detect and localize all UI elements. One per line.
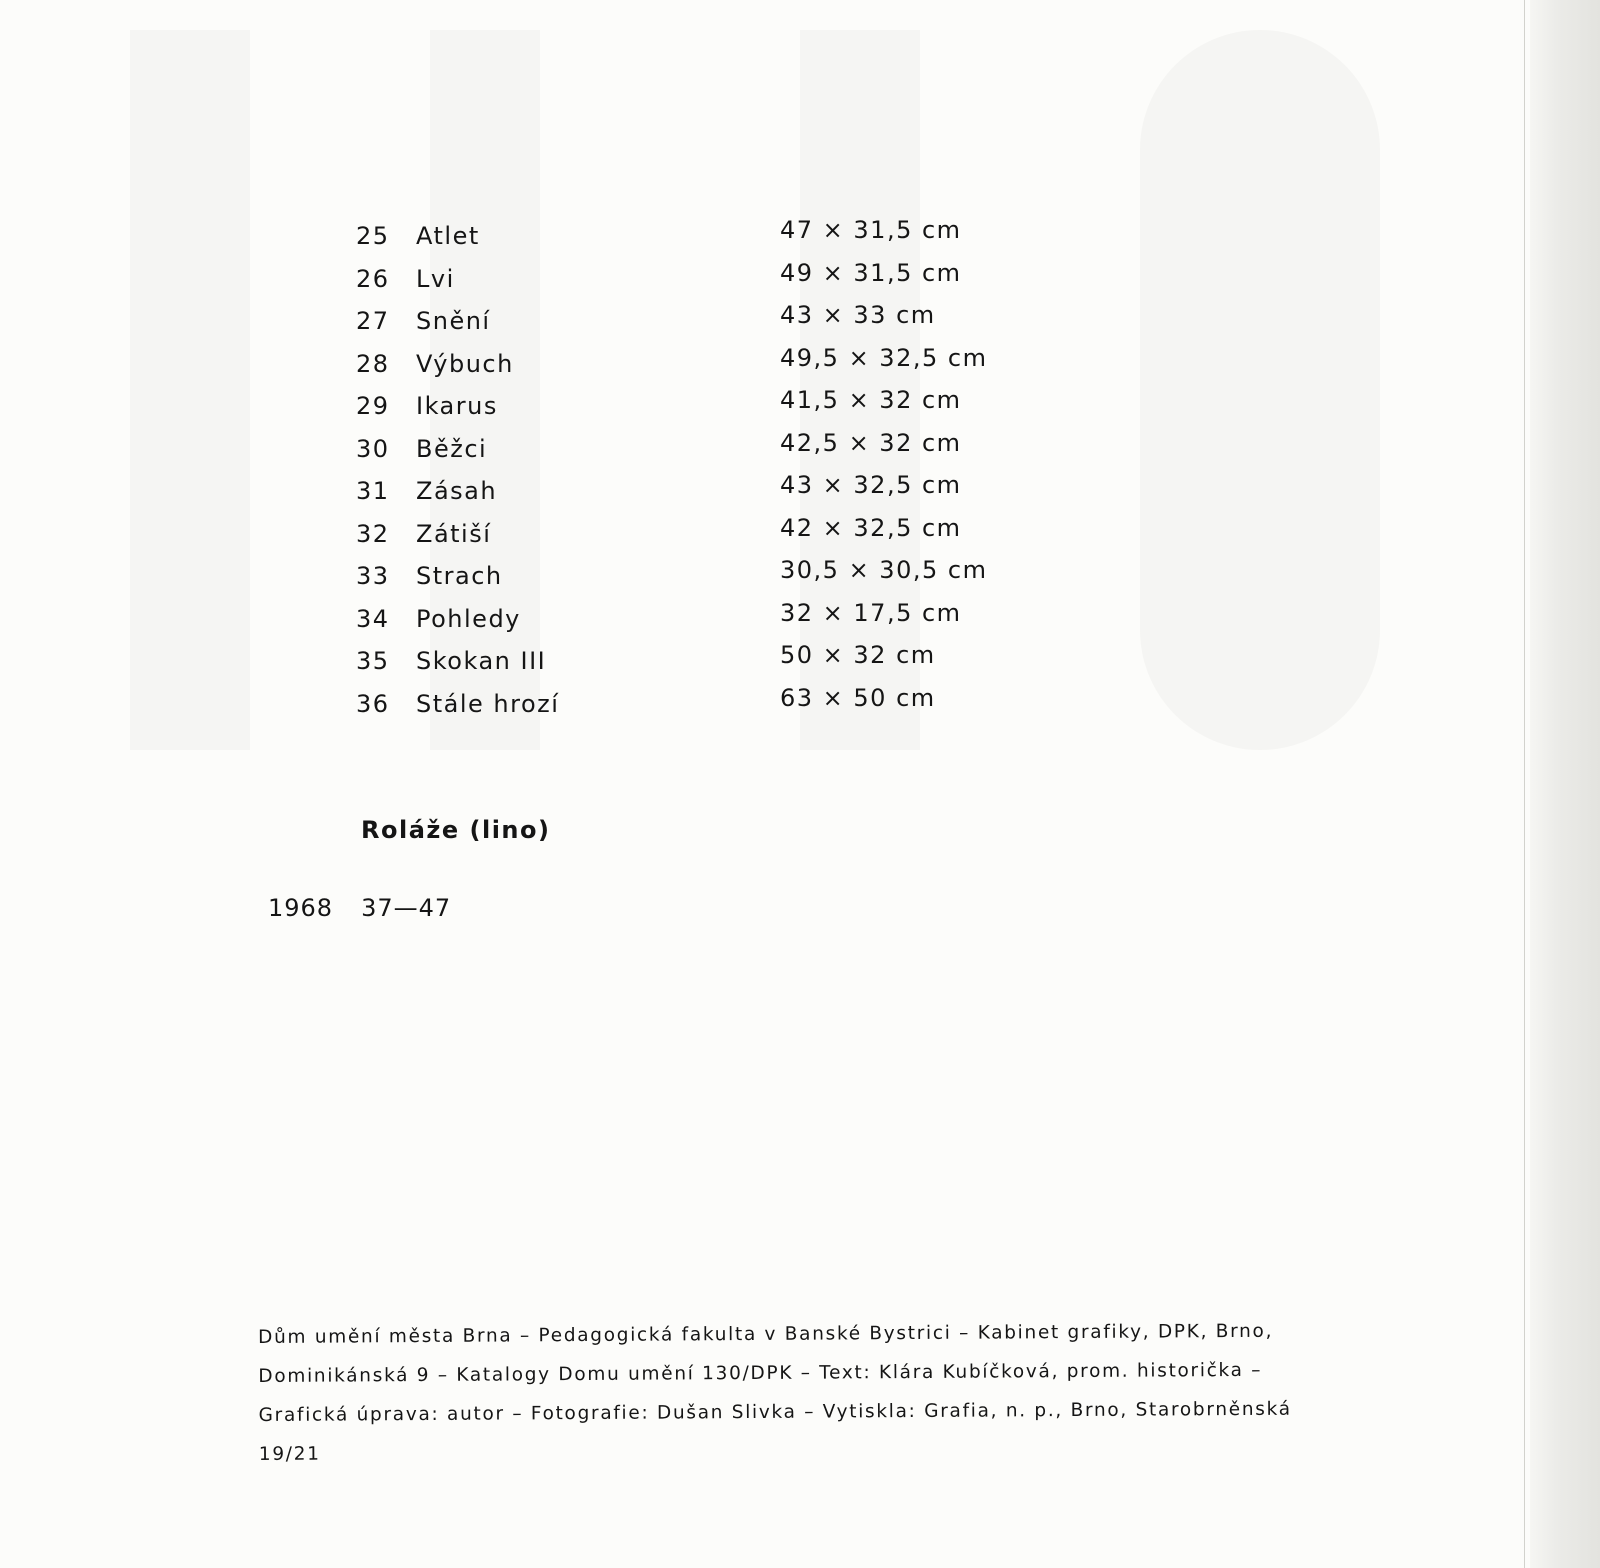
imprint-line: Grafická úprava: autor – Fotografie: Dušan Slivka – Vytiskla: Grafia, n. p., Brno, Starobrněnská — [258, 1398, 1292, 1426]
work-row — [356, 386, 976, 429]
work-size: 32 × 17,5 cm — [780, 598, 962, 627]
work-row — [356, 216, 976, 259]
page-edge-strip — [1530, 0, 1600, 1568]
work-row — [356, 514, 976, 557]
work-size: 47 × 31,5 cm — [780, 216, 962, 244]
work-number: 36 — [356, 689, 390, 718]
work-row — [356, 684, 976, 727]
work-size: 43 × 33 cm — [780, 301, 936, 329]
work-number: 27 — [356, 307, 390, 335]
work-number: 26 — [356, 264, 390, 293]
section-title: Roláže (lino) — [361, 816, 551, 844]
work-title: Atlet — [416, 222, 480, 250]
work-number: 30 — [356, 434, 390, 463]
work-number: 34 — [356, 604, 390, 633]
work-row — [356, 599, 976, 642]
work-title: Pohledy — [416, 604, 521, 633]
work-size: 42,5 × 32 cm — [780, 428, 962, 457]
show-through-shape — [1140, 30, 1380, 750]
work-row — [356, 641, 976, 684]
work-size: 63 × 50 cm — [780, 683, 936, 712]
work-row — [356, 429, 976, 472]
works-list — [356, 216, 988, 726]
work-title: Zátiší — [416, 519, 492, 548]
imprint-line: Dům umění města Brna – Pedagogická fakulta v Banské Bystrici – Kabinet grafiky, DPK, Brno, — [258, 1320, 1274, 1348]
imprint-line: Dominikánská 9 – Katalogy Domu umění 130/DPK – Text: Klára Kubíčková, prom. historička – — [258, 1359, 1263, 1387]
work-row — [356, 343, 988, 387]
work-title: Zásah — [416, 477, 498, 505]
page-edge-line — [1524, 0, 1525, 1568]
work-number: 28 — [356, 349, 390, 378]
imprint-block — [258, 1312, 1292, 1474]
work-number: 25 — [356, 222, 390, 250]
section-year: 1968 — [268, 894, 334, 922]
work-size: 41,5 × 32 cm — [780, 386, 962, 414]
work-title: Strach — [416, 562, 503, 590]
work-number: 32 — [356, 519, 390, 548]
work-size: 42 × 32,5 cm — [780, 513, 962, 542]
work-size: 30,5 × 30,5 cm — [780, 556, 988, 584]
work-row — [356, 556, 988, 599]
work-title: Lvi — [416, 264, 455, 293]
work-size: 49 × 31,5 cm — [780, 258, 962, 287]
work-number: 35 — [356, 647, 390, 675]
imprint-line: 19/21 — [258, 1443, 321, 1465]
work-number: 29 — [356, 392, 390, 420]
work-title: Běžci — [416, 434, 488, 463]
work-size: 43 × 32,5 cm — [780, 471, 962, 499]
work-number: 33 — [356, 562, 390, 590]
section-year-row — [268, 894, 451, 922]
work-title: Výbuch — [416, 349, 514, 378]
section-range: 37—47 — [361, 894, 452, 922]
work-number: 31 — [356, 477, 390, 505]
work-row — [356, 301, 976, 344]
work-title: Skokan III — [416, 647, 547, 675]
work-title: Ikarus — [416, 392, 498, 420]
show-through-shape — [130, 30, 250, 750]
work-title: Stále hrozí — [416, 689, 560, 718]
work-title: Snění — [416, 307, 491, 335]
work-row — [356, 259, 976, 302]
work-row — [356, 471, 976, 514]
work-size: 49,5 × 32,5 cm — [780, 343, 988, 372]
work-size: 50 × 32 cm — [780, 641, 936, 669]
